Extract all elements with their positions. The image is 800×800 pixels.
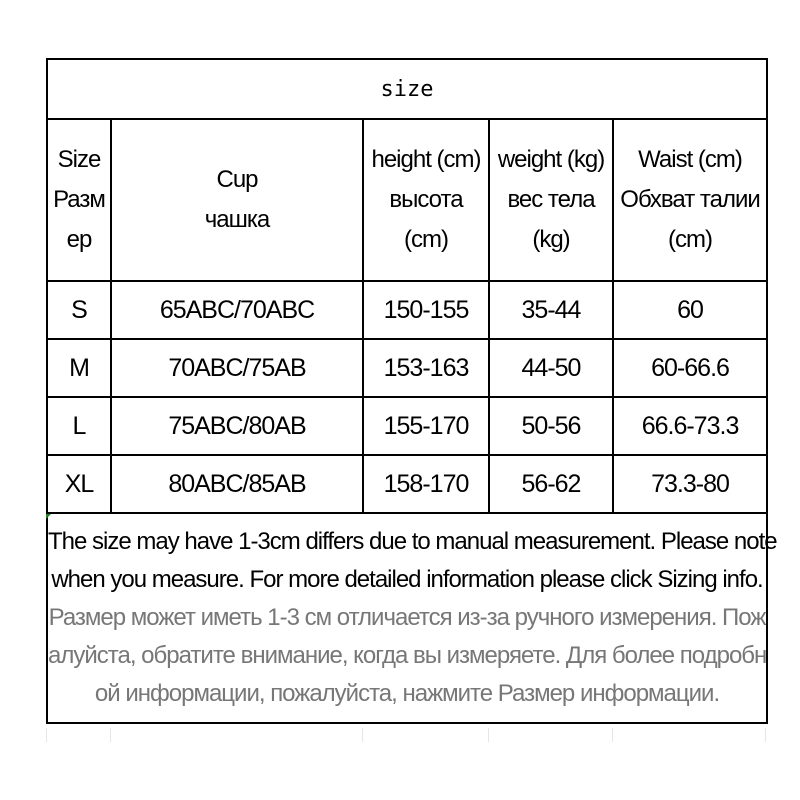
cell-cup: 70ABC/75AB bbox=[111, 339, 363, 397]
note-line: алуйста, обратите внимание, когда вы измеряете. Для более подробн bbox=[48, 642, 767, 669]
header-height-line: (cm) bbox=[404, 226, 448, 253]
header-weight-line: (kg) bbox=[532, 226, 570, 253]
header-weight bbox=[489, 119, 613, 281]
note-line: The size may have 1-3cm differs due to manual measurement. Please note bbox=[48, 528, 777, 555]
header-weight-line: weight (kg) bbox=[497, 146, 605, 173]
cell-height: 150-155 bbox=[363, 281, 489, 339]
cell-size: XL bbox=[47, 455, 111, 513]
header-cup-line: чашка bbox=[204, 206, 270, 233]
header-waist-line: Waist (cm) bbox=[638, 146, 742, 173]
cell-cup: 75ABC/80AB bbox=[111, 397, 363, 455]
cell-size: S bbox=[47, 281, 111, 339]
cell-waist: 73.3-80 bbox=[613, 455, 767, 513]
table-row bbox=[47, 397, 767, 455]
table-row bbox=[47, 339, 767, 397]
header-size-line: ер bbox=[66, 226, 92, 253]
note-line: Размер может иметь 1-3 см отличается из-за ручного измерения. Пож bbox=[48, 604, 766, 631]
cell-weight: 35-44 bbox=[489, 281, 613, 339]
header-row bbox=[47, 119, 767, 281]
cell-height: 158-170 bbox=[363, 455, 489, 513]
cell-height: 155-170 bbox=[363, 397, 489, 455]
cell-cup: 65ABC/70ABC bbox=[111, 281, 363, 339]
header-height-line: высота bbox=[389, 186, 463, 213]
size-note bbox=[47, 513, 777, 723]
header-cup-line: Cup bbox=[216, 166, 258, 193]
size-table bbox=[46, 58, 777, 724]
header-size bbox=[47, 119, 111, 281]
header-size-line: Разм bbox=[53, 186, 105, 213]
header-size-line: Size bbox=[57, 146, 101, 173]
faint-gridlines bbox=[46, 728, 766, 742]
gridline bbox=[765, 728, 766, 742]
note-english bbox=[48, 523, 777, 599]
note-line: ой информации, пожалуйста, нажмите Размер информации. bbox=[94, 680, 720, 707]
header-weight-line: вес тела bbox=[507, 186, 595, 213]
header-height-line: height (cm) bbox=[371, 146, 481, 173]
gridline bbox=[46, 728, 47, 742]
cell-waist: 60-66.6 bbox=[613, 339, 767, 397]
size-chart bbox=[46, 58, 777, 724]
title-row bbox=[47, 59, 767, 119]
table-title: size bbox=[47, 59, 767, 119]
cell-corner-marker bbox=[46, 514, 51, 519]
cell-waist: 66.6-73.3 bbox=[613, 397, 767, 455]
cell-weight: 44-50 bbox=[489, 339, 613, 397]
note-line: when you measure. For more detailed information please click Sizing info. bbox=[51, 566, 763, 593]
cell-weight: 56-62 bbox=[489, 455, 613, 513]
header-waist-line: Обхват талии bbox=[620, 186, 760, 213]
header-waist bbox=[613, 119, 767, 281]
note-russian bbox=[48, 599, 766, 713]
header-height bbox=[363, 119, 489, 281]
table-row bbox=[47, 281, 767, 339]
cell-weight: 50-56 bbox=[489, 397, 613, 455]
gridline bbox=[362, 728, 363, 742]
cell-cup: 80ABC/85AB bbox=[111, 455, 363, 513]
header-waist-line: (cm) bbox=[668, 226, 713, 253]
note-row bbox=[47, 513, 767, 723]
header-cup bbox=[111, 119, 363, 281]
cell-height: 153-163 bbox=[363, 339, 489, 397]
gridline bbox=[612, 728, 613, 742]
table-row bbox=[47, 455, 767, 513]
gridline bbox=[110, 728, 111, 742]
cell-size: L bbox=[47, 397, 111, 455]
cell-waist: 60 bbox=[613, 281, 767, 339]
gridline bbox=[488, 728, 489, 742]
cell-size: M bbox=[47, 339, 111, 397]
